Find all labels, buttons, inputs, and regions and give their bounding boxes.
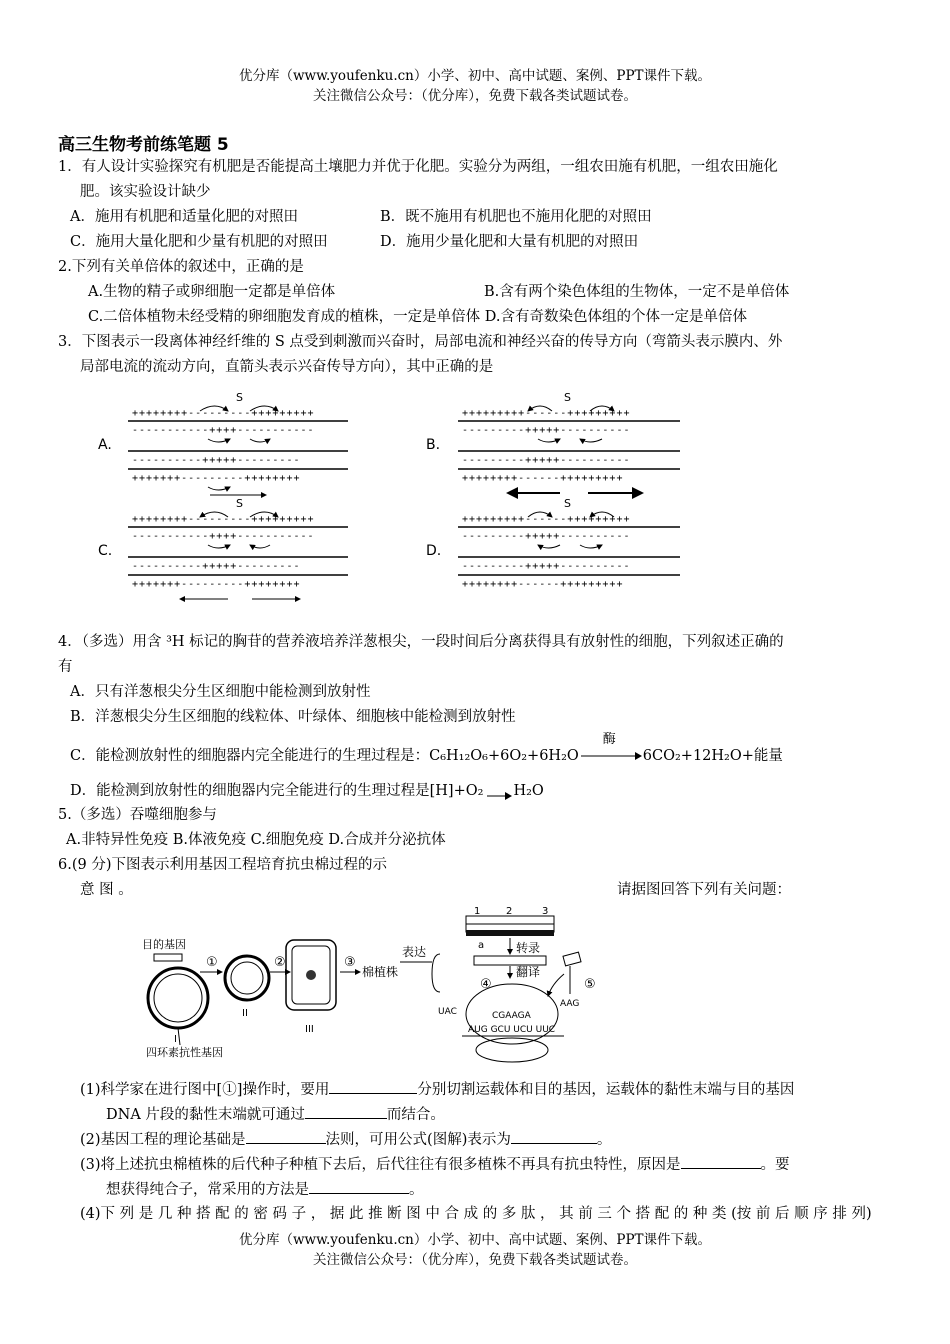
s-point-b: S: [564, 391, 571, 404]
q6-3-part-d: 。: [409, 1182, 424, 1198]
answer-blank-6[interactable]: [309, 1178, 409, 1194]
q4-option-a: A．只有洋葱根尖分生区细胞中能检测到放射性: [70, 684, 371, 700]
q4-option-d: [70, 780, 544, 802]
membrane-in2-b: ---------+++++----------: [462, 455, 631, 466]
footer-line-1: 优分库（www.youfenku.cn）小学、初中、高中试题、案例、PPT课件下载。: [238, 1232, 712, 1248]
membrane-out-a: ++++++++---------+++++++++: [132, 408, 315, 419]
answer-blank-4[interactable]: [511, 1128, 597, 1144]
s-point-c: S: [236, 497, 243, 510]
q6-text-1: 6.(9 分)下图表示利用基因工程培育抗虫棉过程的示: [58, 857, 387, 873]
q6-3-part-a: (3)将上述抗虫棉植株的后代种子种植下去后，后代往往有很多植株不再具有抗虫特性，原因是: [80, 1157, 681, 1173]
enzyme-arrow: [579, 732, 643, 763]
q6-2-part-a: (2)基因工程的理论基础是: [80, 1132, 246, 1148]
tetracycline-gene-label: 四环素抗性基因: [146, 1046, 223, 1059]
membrane-in-c: -----------++++-----------: [132, 531, 315, 542]
q4-option-b: B．洋葱根尖分生区细胞的线粒体、叶绿体、细胞核中能检测到放射性: [70, 709, 516, 725]
page-title: 高三生物考前练笔题 5: [58, 135, 229, 155]
a-label: a: [478, 940, 485, 951]
q4-option-c: [70, 732, 783, 767]
q4-text-1: 4．（多选）用含 ³H 标记的胸苷的营养液培养洋葱根尖，一段时间后分离获得具有放射性的细胞，下列叙述正确的: [58, 634, 784, 650]
q6-sub-3b: [106, 1178, 424, 1201]
label-b: B.: [426, 437, 441, 453]
membrane-out2-d: ++++++++------+++++++++: [462, 579, 624, 590]
q6-1-part-d: 而结合。: [386, 1107, 445, 1123]
q6-3-part-b: 。要: [760, 1157, 790, 1173]
anticodon-pair: CGAAGA: [492, 1011, 531, 1021]
header-line-1: 优分库（www.youfenku.cn）小学、初中、高中试题、案例、PPT课件下载。: [238, 68, 712, 84]
roman-iii: III: [305, 1024, 314, 1035]
q1-option-b: B．既不施用有机肥也不施用化肥的对照田: [380, 209, 652, 225]
s-point-d: S: [564, 497, 571, 510]
membrane-out-d: +++++++++------+++++++++: [462, 514, 631, 525]
segment-2: 2: [506, 906, 513, 917]
page-header: [0, 66, 950, 106]
genetic-engineering-diagram: [140, 904, 610, 1066]
q6-sub-1b: [106, 1103, 445, 1126]
fiber-d: [426, 497, 680, 590]
q6-3-part-c: 想获得纯合子，常采用的方法是: [106, 1182, 309, 1198]
q1-option-c: C．施用大量化肥和少量有机肥的对照田: [70, 234, 328, 250]
roman-ii: II: [242, 1008, 248, 1019]
q2-option-b: B.含有两个染色体组的生物体，一定不是单倍体: [484, 284, 790, 300]
step-2: ②: [274, 955, 286, 970]
fiber-c: [98, 497, 348, 599]
q6-sub-1a: [80, 1078, 794, 1101]
q4-option-c-products: 6CO₂+12H₂O+能量: [642, 748, 783, 764]
q3-text-1: 3．下图表示一段离体神经纤维的 S 点受到刺激而兴奋时，局部电流和神经兴奋的传导方向（弯箭头表示膜内、外: [58, 334, 783, 350]
membrane-in-a: -----------++++-----------: [132, 425, 315, 436]
footer-line-2: 关注微信公众号：（优分库），免费下载各类试题试卷。: [313, 1252, 637, 1268]
label-c: C.: [98, 543, 113, 559]
q2-option-a: A.生物的精子或卵细胞一定都是单倍体: [88, 284, 336, 300]
q3-text-2: 局部电流的流动方向，直箭头表示兴奋传导方向），其中正确的是: [80, 359, 494, 375]
answer-blank-5[interactable]: [681, 1153, 761, 1169]
q4-option-c-prefix: C．能检测放射性的细胞器内完全能进行的生理过程是：: [70, 748, 430, 764]
membrane-in2-d: ---------+++++----------: [462, 561, 631, 572]
q5-text: 5.（多选）吞噬细胞参与: [58, 807, 217, 823]
q6-1-part-b: 分别切割运载体和目的基因，运载体的黏性末端与目的基因: [417, 1082, 795, 1098]
membrane-in2-c: ----------+++++---------: [132, 561, 301, 572]
segment-3: 3: [542, 906, 549, 917]
q6-sub-2: [80, 1128, 611, 1151]
label-a: A.: [98, 437, 112, 453]
nerve-fiber-diagram: [90, 385, 710, 613]
header-line-2: 关注微信公众号：（优分库），免费下载各类试题试卷。: [313, 88, 637, 104]
q2-text: 2.下列有关单倍体的叙述中，正确的是: [58, 259, 304, 275]
step-4: ④: [480, 977, 492, 992]
q6-text-2a: 意 图 。: [80, 882, 133, 898]
target-gene-label: 目的基因: [142, 938, 186, 951]
codon-aag: AAG: [560, 999, 580, 1009]
s-point-a: S: [236, 391, 243, 404]
q4-option-d-prefix: D．能检测到放射性的细胞器内完全能进行的生理过程是[H]+O₂: [70, 783, 484, 799]
express-label: 表达: [402, 945, 427, 959]
membrane-in-d: ---------+++++----------: [462, 531, 631, 542]
q6-1-part-c: DNA 片段的黏性末端就可通过: [106, 1107, 305, 1123]
q4-option-d-product: H₂O: [513, 783, 544, 799]
q4-option-c-reactants: C₆H₁₂O₆+6O₂+6H₂O: [429, 748, 579, 764]
step-3: ③: [344, 955, 356, 970]
answer-blank-2[interactable]: [305, 1103, 387, 1119]
q6-sub-3a: [80, 1153, 790, 1176]
reaction-arrow: [483, 786, 513, 796]
segment-1: 1: [474, 906, 481, 917]
q6-text-2b: 请据图回答下列有关问题：: [617, 882, 791, 898]
roman-i: I: [174, 1034, 177, 1045]
q1-text-2: 肥。该实验设计缺少: [80, 184, 211, 200]
membrane-out-b: +++++++++------+++++++++: [462, 408, 631, 419]
fiber-a: [98, 391, 348, 495]
q5-options: A.非特异性免疫 B.体液免疫 C.细胞免疫 D.合成并分泌抗体: [66, 832, 446, 848]
step-5: ⑤: [584, 977, 596, 992]
q1-option-d: D．施用少量化肥和大量有机肥的对照田: [380, 234, 639, 250]
q6-1-part-a: (1)科学家在进行图中[①]操作时，要用: [80, 1082, 330, 1098]
q6-2-part-b: 法则，可用公式(图解)表示为: [325, 1132, 511, 1148]
q4-text-2: 有: [58, 659, 73, 675]
q1-text-1: 1．有人设计实验探究有机肥是否能提高土壤肥力并优于化肥。实验分为两组，一组农田施有机肥，一组农田施化: [58, 159, 778, 175]
answer-blank-3[interactable]: [246, 1128, 326, 1144]
q6-2-part-c: 。: [596, 1132, 612, 1148]
q2-option-cd: C.二倍体植物未经受精的卵细胞发育成的植株，一定是单倍体 D.含有奇数染色体组的个体一定是单倍体: [88, 309, 748, 325]
membrane-out2-b: ++++++++------+++++++++: [462, 473, 624, 484]
transcribe-label: 转录: [516, 941, 541, 955]
label-d: D.: [426, 543, 442, 559]
membrane-in-b: ---------+++++----------: [462, 425, 631, 436]
enzyme-label: 酶: [602, 732, 616, 747]
cotton-plant-label: 棉植株: [362, 965, 399, 979]
fiber-b: [426, 391, 680, 493]
q1-option-a: A．施用有机肥和适量化肥的对照田: [70, 209, 298, 225]
membrane-out-c: ++++++++---------+++++++++: [132, 514, 315, 525]
membrane-out2-c: +++++++---------++++++++: [132, 579, 301, 590]
page-footer: [0, 1230, 950, 1270]
mrna-codons: AUG GCU UCU UUC: [468, 1025, 556, 1035]
step-1: ①: [206, 955, 218, 970]
membrane-out2-a: +++++++---------++++++++: [132, 473, 301, 484]
translate-label: 翻译: [516, 965, 541, 979]
answer-blank-1[interactable]: [329, 1078, 417, 1094]
membrane-in2-a: ----------+++++---------: [132, 455, 301, 466]
q6-sub-4: (4)下 列 是 几 种 搭 配 的 密 码 子 ， 据 此 推 断 图 中 合 成 的 多 肽 ， 其 前 三 个 搭 配 的 种 类 (按 前 后 顺 序 排 列): [80, 1206, 872, 1222]
anticodon-uac: UAC: [438, 1007, 457, 1017]
